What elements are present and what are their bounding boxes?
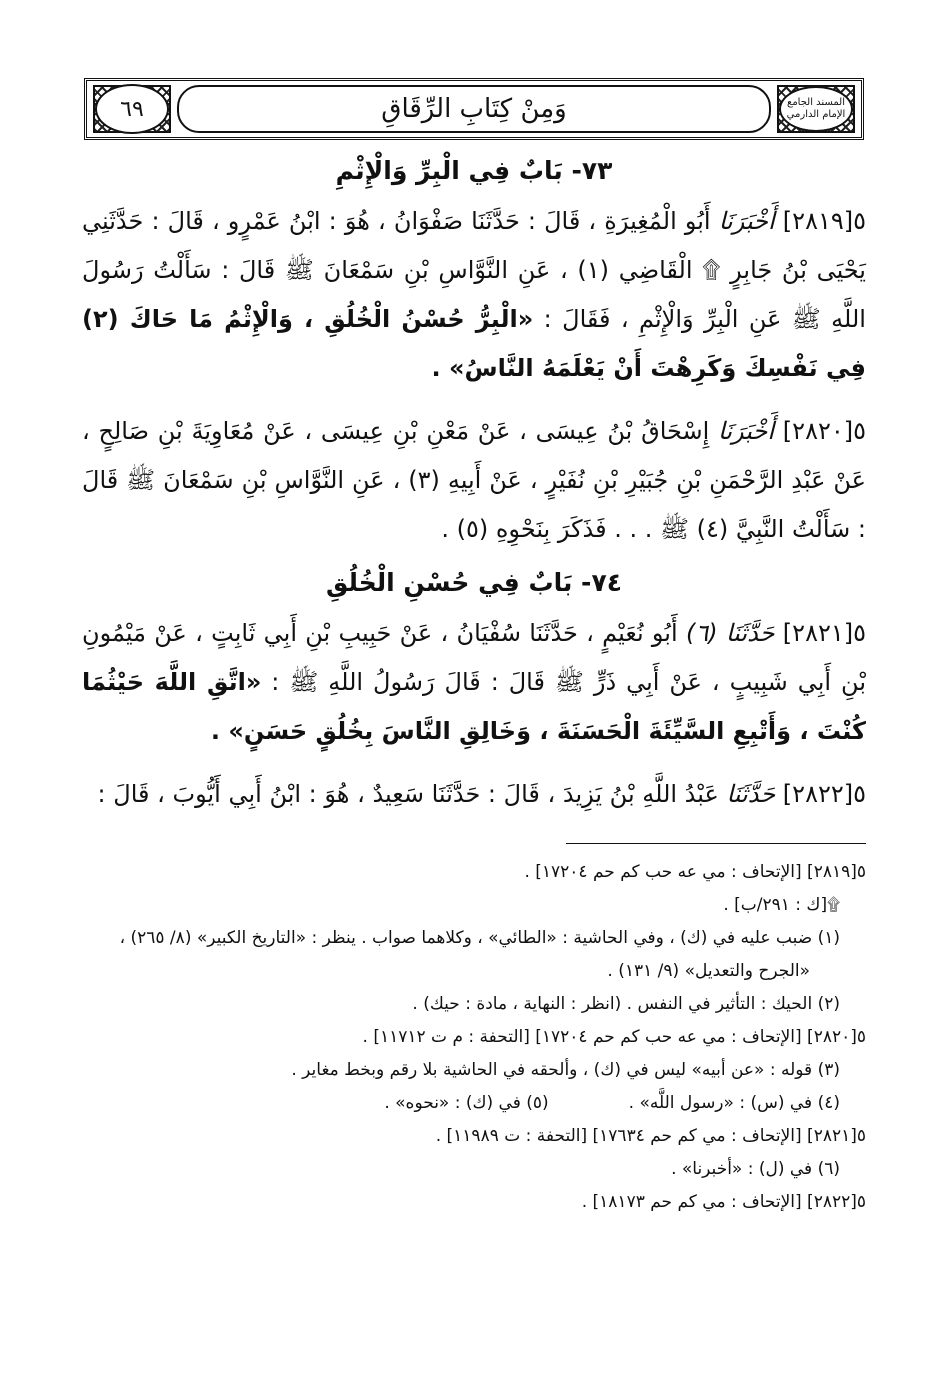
- chapter-heading-74: ٧٤- بَابٌ فِي حُسْنِ الْخُلُقِ: [326, 568, 622, 597]
- hadith-isnad: عَبْدُ اللَّهِ بْنُ يَزِيدَ ، قَالَ : حَدَّثَنَا سَعِيدٌ ، هُوَ : ابْنُ أَبِي أَيُّوبَ ، قَالَ :: [97, 780, 719, 808]
- footnote-line: ۩[ك : ٢٩١/ب] .: [723, 895, 840, 915]
- header-ornament-right: [777, 85, 855, 133]
- hadith-lead: أَخْبَرَنَا: [718, 417, 775, 445]
- hadith-number: ٥[٢٨١٩]: [782, 207, 866, 235]
- footnote-line: ٥[٢٨٢٠] [الإتحاف : مي عه حب كم حم ١٧٢٠٤] [التحفة : م ت ١١٧١٢] .: [362, 1027, 866, 1047]
- header-title: وَمِنْ كِتَابِ الرِّقَاقِ: [177, 85, 771, 133]
- footnote-line: (٢) الحيك : التأثير في النفس . (انظر : النهاية ، مادة : حيك) .: [412, 994, 840, 1014]
- hadith-2822: [82, 770, 866, 819]
- hadith-isnad: إِسْحَاقُ بْنُ عِيسَى ، عَنْ مَعْنِ بْنِ عِيسَى ، عَنْ مُعَاوِيَةَ بْنِ صَالِحٍ ، عَنْ عَبْدِ الرَّحْمَنِ بْنِ جُبَيْرِ بْنِ نُفَيْرٍ ، عَنْ أَبِيهِ (٣) ، عَنِ النَّوَّاسِ بْنِ سَمْعَانَ ﷺ قَالَ : سَأَلْتُ النَّبِيَّ (٤) ﷺ . . . فَذَكَرَ بِنَحْوِهِ (٥) .: [82, 417, 866, 543]
- footnote-line-pair: [82, 1087, 866, 1120]
- footnote-line: ٥[٢٨٢٢] [الإتحاف : مي كم حم ١٨١٧٣] .: [581, 1192, 866, 1212]
- footnote-line: ٥[٢٨١٩] [الإتحاف : مي عه حب كم حم ١٧٢٠٤] .: [524, 862, 866, 882]
- chapter-heading-73: ٧٣- بَابٌ فِي الْبِرِّ وَالْإِثْمِ: [335, 156, 613, 185]
- hadith-lead: حَدَّثَنَا: [726, 780, 776, 808]
- hadith-isnad: أَبُو الْمُغِيرَةِ ، قَالَ : حَدَّثَنَا صَفْوَانُ ، هُوَ : ابْنُ عَمْرٍو ، قَالَ : حَدَّثَنِي يَحْيَى بْنُ جَابِرٍ ۩ الْقَاضِي (١) ، عَنِ النَّوَّاسِ بْنِ سَمْعَانَ ﷺ قَالَ : سَأَلْتُ رَسُولَ اللَّهِ ﷺ عَنِ الْبِرِّ وَالْإِثْمِ ، فَقَالَ :: [82, 207, 866, 333]
- footnote-line: (٤) في (س) : «رسول اللَّه» .: [628, 1093, 840, 1113]
- page-header: [84, 78, 864, 140]
- footnote-line: ٥[٢٨٢١] [الإتحاف : مي كم حم ١٧٦٣٤] [التحفة : ت ١١٩٨٩] .: [435, 1126, 866, 1146]
- page-number: ٦٩: [95, 84, 169, 134]
- hadith-lead: أَخْبَرَنَا: [718, 207, 775, 235]
- header-ornament-left: [93, 85, 171, 133]
- footnote-line: (٣) قوله : «عن أبيه» ليس في (ك) ، وألحقه في الحاشية بلا رقم وبخط مغاير .: [291, 1060, 840, 1080]
- footnote-line: «الجرح والتعديل» (٩/ ١٣١) .: [607, 961, 810, 981]
- page-content: [82, 150, 866, 1219]
- hadith-number: ٥[٢٨٢٠]: [782, 417, 866, 445]
- footnote-line: (١) ضبب عليه في (ك) ، وفي الحاشية : «الطائي» ، وكلاهما صواب . ينظر : «التاريخ الكبير» (٨/ ٢٦٥) ،: [119, 928, 840, 948]
- hadith-lead: حَدَّثَنَا (٦): [685, 619, 775, 647]
- footnote-line: (٦) في (ل) : «أخبرنا» .: [671, 1159, 840, 1179]
- footnote-line: (٥) في (ك) : «نحوه» .: [384, 1093, 549, 1113]
- hadith-isnad: أَبُو نُعَيْمٍ ، حَدَّثَنَا سُفْيَانُ ، عَنْ حَبِيبِ بْنِ أَبِي ثَابِتٍ ، عَنْ مَيْمُونِ بْنِ أَبِي شَبِيبٍ ، عَنْ أَبِي ذَرٍّ ﷺ قَالَ : قَالَ رَسُولُ اللَّهِ ﷺ :: [82, 619, 866, 696]
- hadith-number: ٥[٢٨٢٢]: [782, 780, 866, 808]
- hadith-matn: «اتَّقِ اللَّهَ حَيْثُمَا كُنْتَ ، وَأَتْبِعِ السَّيِّئَةَ الْحَسَنَةَ ، وَخَالِقِ النَّاسَ بِخُلُقٍ حَسَنٍ» .: [82, 668, 866, 745]
- header-seal-logo: المسند الجامع الإمام الدارمي: [779, 86, 853, 132]
- hadith-matn: «الْبِرُّ حُسْنُ الْخُلُقِ ، وَالْإِثْمُ مَا حَاكَ (٢) فِي نَفْسِكَ وَكَرِهْتَ أَنْ يَعْلَمَهُ النَّاسُ» .: [82, 305, 866, 382]
- hadith-2820: [82, 407, 866, 554]
- footnote-separator: [566, 843, 866, 844]
- footnotes: [82, 856, 866, 1219]
- hadith-number: ٥[٢٨٢١]: [782, 619, 866, 647]
- hadith-2819: [82, 197, 866, 393]
- hadith-2821: [82, 609, 866, 756]
